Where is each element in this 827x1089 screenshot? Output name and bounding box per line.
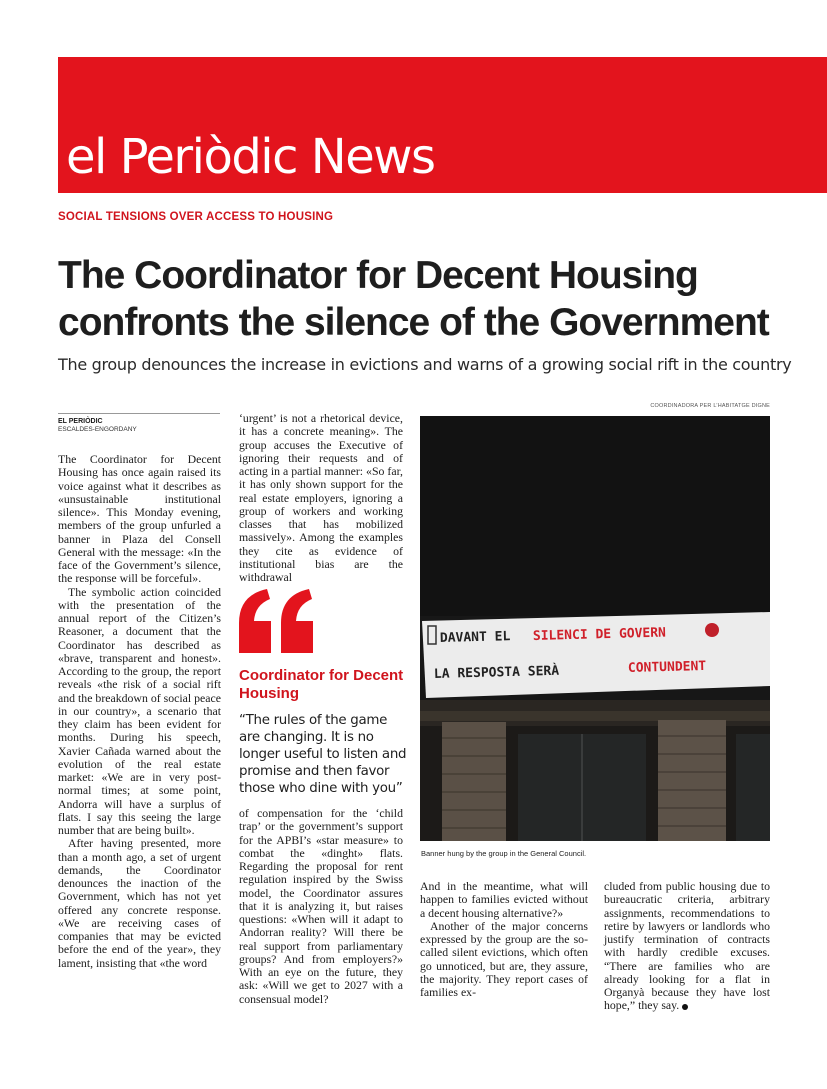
- body-paragraph: After having presented, more than a month ago, a set of urgent demands, the Coordinator denounces the inaction of the Government, which has not yet offered any concrete response. «We are receiving cases of companies that may be evicted before the end of the year», they lament, insisting that «the word: [58, 836, 221, 970]
- byline: [58, 413, 220, 433]
- subheadline: The group denounces the increase in evictions and warns of a growing social rift in the country: [58, 355, 792, 374]
- body-paragraph: Another of the major concerns expressed by the group are the so-called silent evictions, which often go unnoticed, but are, they assure, the majority. They report cases of families ex-: [420, 918, 588, 999]
- body-column-3: [420, 880, 588, 999]
- masthead-logo: el Periòdic News: [66, 129, 435, 185]
- body-paragraph: And in the meantime, what will happen to families evicted without a decent housing alternative?»: [420, 879, 588, 920]
- banner-line-1-red: SILENCI DE GOVERN: [532, 625, 667, 644]
- banner-line-2-red: CONTUNDENT: [627, 658, 707, 676]
- banner-photo: [420, 416, 770, 841]
- body-paragraph: ‘urgent’ is not a rhetorical device, it has a concrete meaning». The group accuses the Executive of ignoring their requests and of acting in a partial manner: «So far, it has only shown support for the real estate employers, ignoring a group of workers and working classes that has mobilized massively». Among the examples they cite as evidence of institutional bias are the withdrawal: [239, 411, 403, 584]
- banner-photo-illustration: [420, 416, 770, 841]
- banner-line-2-left: LA RESPOSTA SERÀ: [433, 663, 560, 682]
- body-column-2-top: [239, 412, 403, 584]
- byline-location: ESCALDES-ENGORDANY: [58, 426, 137, 433]
- banner-line-1-left: DAVANT EL: [439, 629, 511, 646]
- body-column-2-bottom: [239, 807, 403, 1006]
- pull-quote-text: “The rules of the game are changing. It is no longer useful to listen and promise and then favor those who dine with you”: [239, 713, 407, 796]
- body-paragraph: The Coordinator for Decent Housing has once again raised its voice against what it describes as «unsustainable institutional silence». This Monday evening, members of the group unfurled a banner in Plaza del Consell General with the message: «In the face of the Government’s silence, the response will be forceful».: [58, 452, 221, 586]
- end-of-article-icon: [682, 1004, 688, 1010]
- section-label: SOCIAL TENSIONS OVER ACCESS TO HOUSING: [58, 211, 334, 223]
- pull-quote-source: Coordinator for Decent Housing: [239, 667, 404, 702]
- byline-outlet: EL PERIÒDIC: [58, 418, 103, 425]
- photo-credit: COORDINADORA PER L’HABITATGE DIGNE: [650, 403, 770, 409]
- headline: The Coordinator for Decent Housing confronts the silence of the Government: [58, 254, 769, 344]
- body-column-4: [604, 880, 770, 1013]
- body-paragraph: The symbolic action coincided with the presentation of the annual report of the Citizen’s Reasoner, a document that the Coordinator has described as «brave, transparent and honest». According to the group, the report reveals «the risk of a social rift and the breakdown of social peace in our country», a scenario that they claim has been evident for months. During his speech, Xavier Cañada warned about the evolution of the real estate market: «We are in very post-normal times; at some point, Andorra will have a surplus of flats. I say this seeing the large number that are being built».: [58, 584, 221, 837]
- photo-caption: Banner hung by the group in the General Council.: [421, 849, 587, 858]
- masthead: [58, 57, 827, 193]
- body-column-1: [58, 453, 221, 970]
- body-paragraph: of compensation for the ‘child trap’ or the government’s support for the APBI’s «star measure» to combat the «dinght» flats. Regarding the proposal for rent regulation inspired by the Swiss model, the Coordinator assures that it is analyzing it, but raises questions: «When will it adapt to Andorran reality? Will there be real support from parliamentary groups? And from employers?» With an eye on the future, they ask: «Will we get to 2027 with a consensual model?: [239, 806, 403, 1006]
- body-paragraph: cluded from public housing due to bureaucratic criteria, arbitrary assignments, recommendations to retire by lawyers or landlords who justify termination of contracts with hardly credible excuses. “There are families who are already looking for a flat in Organyà because they have lost hope,” they say.: [604, 879, 770, 1013]
- quote-mark-icon: [237, 587, 317, 657]
